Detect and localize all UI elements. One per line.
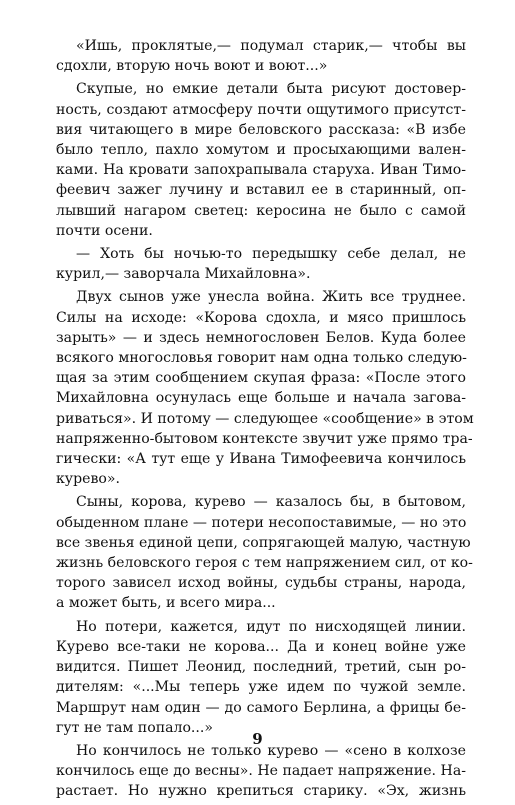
text-line: Маршрут нам один — до самого Берлина, а фрицы бе-: [56, 699, 466, 716]
paragraph: [56, 617, 466, 738]
paragraph: [56, 79, 466, 241]
text-line: феевич зажег лучину и вставил ее в старинный, оп-: [56, 182, 466, 199]
text-line: щая за этим сообщением скупая фраза: «После этого: [56, 370, 466, 387]
text-line: ками. На кровати запохрапывала старуха. Иван Тимо-: [56, 162, 466, 179]
paragraph: [56, 492, 473, 613]
page-number: 9: [252, 730, 263, 748]
text-line: Двух сынов уже унесла война. Жить все труднее.: [76, 289, 466, 306]
text-line: риваться». И потому — следующее «сообщение» в этом: [56, 410, 474, 427]
text-line: — Хоть бы ночью-то передышку себе делал, не: [76, 246, 466, 263]
text-line: курил,— заворчала Михайловна».: [56, 266, 311, 283]
text-line: было тепло, пахло хомутом и просыхающими вален-: [56, 142, 466, 159]
text-line: кончилось еще до весны». Не падает напряжение. На-: [56, 763, 466, 780]
text-line: зарыть» — и здесь немногословен Белов. Куда более: [56, 329, 466, 346]
text-line: ность, создают атмосферу почти ощутимого присутст-: [56, 101, 466, 118]
text-line: Михайловна осунулась еще больше и начала загова-: [56, 390, 466, 407]
text-line: лывший нагаром светец: керосина не было с самой: [56, 202, 466, 219]
paragraph: [56, 287, 474, 489]
text-line: Но кончилось не только курево — «сено в колхозе: [76, 742, 466, 759]
text-line: Курево все-таки не корова... Да и конец войне уже: [56, 638, 466, 655]
text-line: Силы на исходе: «Корова сдохла, и мясо пришлось: [56, 309, 466, 326]
text-line: обыденном плане — потери несопоставимые, — но это: [56, 514, 467, 531]
text-line: «Ишь, проклятые,— подумал старик,— чтобы вы: [76, 38, 466, 54]
text-line: растает. Но нужно крепиться старику. «Эх, жизнь: [56, 783, 466, 800]
text-line: а может быть, и всего мира...: [56, 595, 276, 612]
text-line: всякого многословья говорит нам одна только следую-: [56, 350, 467, 367]
paragraph: [56, 244, 466, 284]
text-line: почти осени.: [56, 222, 153, 239]
text-line: сдохли, вторую ночь воют и воют...»: [56, 58, 328, 75]
paragraph: [56, 741, 466, 802]
text-line: вия читающего в мире беловского рассказа: «В избе: [56, 121, 466, 138]
page-body: [56, 36, 474, 805]
text-line: видится. Пишет Леонид, последний, третий, сын ро-: [56, 659, 466, 676]
text-line: гически: «А тут еще у Ивана Тимофеевича кончилось: [56, 451, 466, 468]
text-line: дителям: «...Мы теперь уже идем по чужой земле.: [56, 679, 466, 696]
text-line: торого зависел исход войны, судьбы страны, народа,: [56, 575, 466, 592]
text-line: напряженно-бытовом контексте звучит уже прямо тра-: [56, 430, 473, 447]
text-line: Но потери, кажется, идут по нисходящей линии.: [76, 618, 466, 635]
text-line: все звенья единой цепи, сопрягающей малую, частную: [56, 534, 471, 551]
paragraph: [56, 36, 466, 76]
text-line: гут не там попало...»: [56, 719, 213, 736]
text-line: курево».: [56, 471, 120, 488]
text-line: жизнь беловского героя с тем напряжением сил, от ко-: [56, 555, 473, 572]
text-line: Сыны, корова, курево — казалось бы, в бытовом,: [76, 494, 466, 511]
text-line: Скупые, но емкие детали быта рисуют достовер-: [76, 81, 466, 98]
